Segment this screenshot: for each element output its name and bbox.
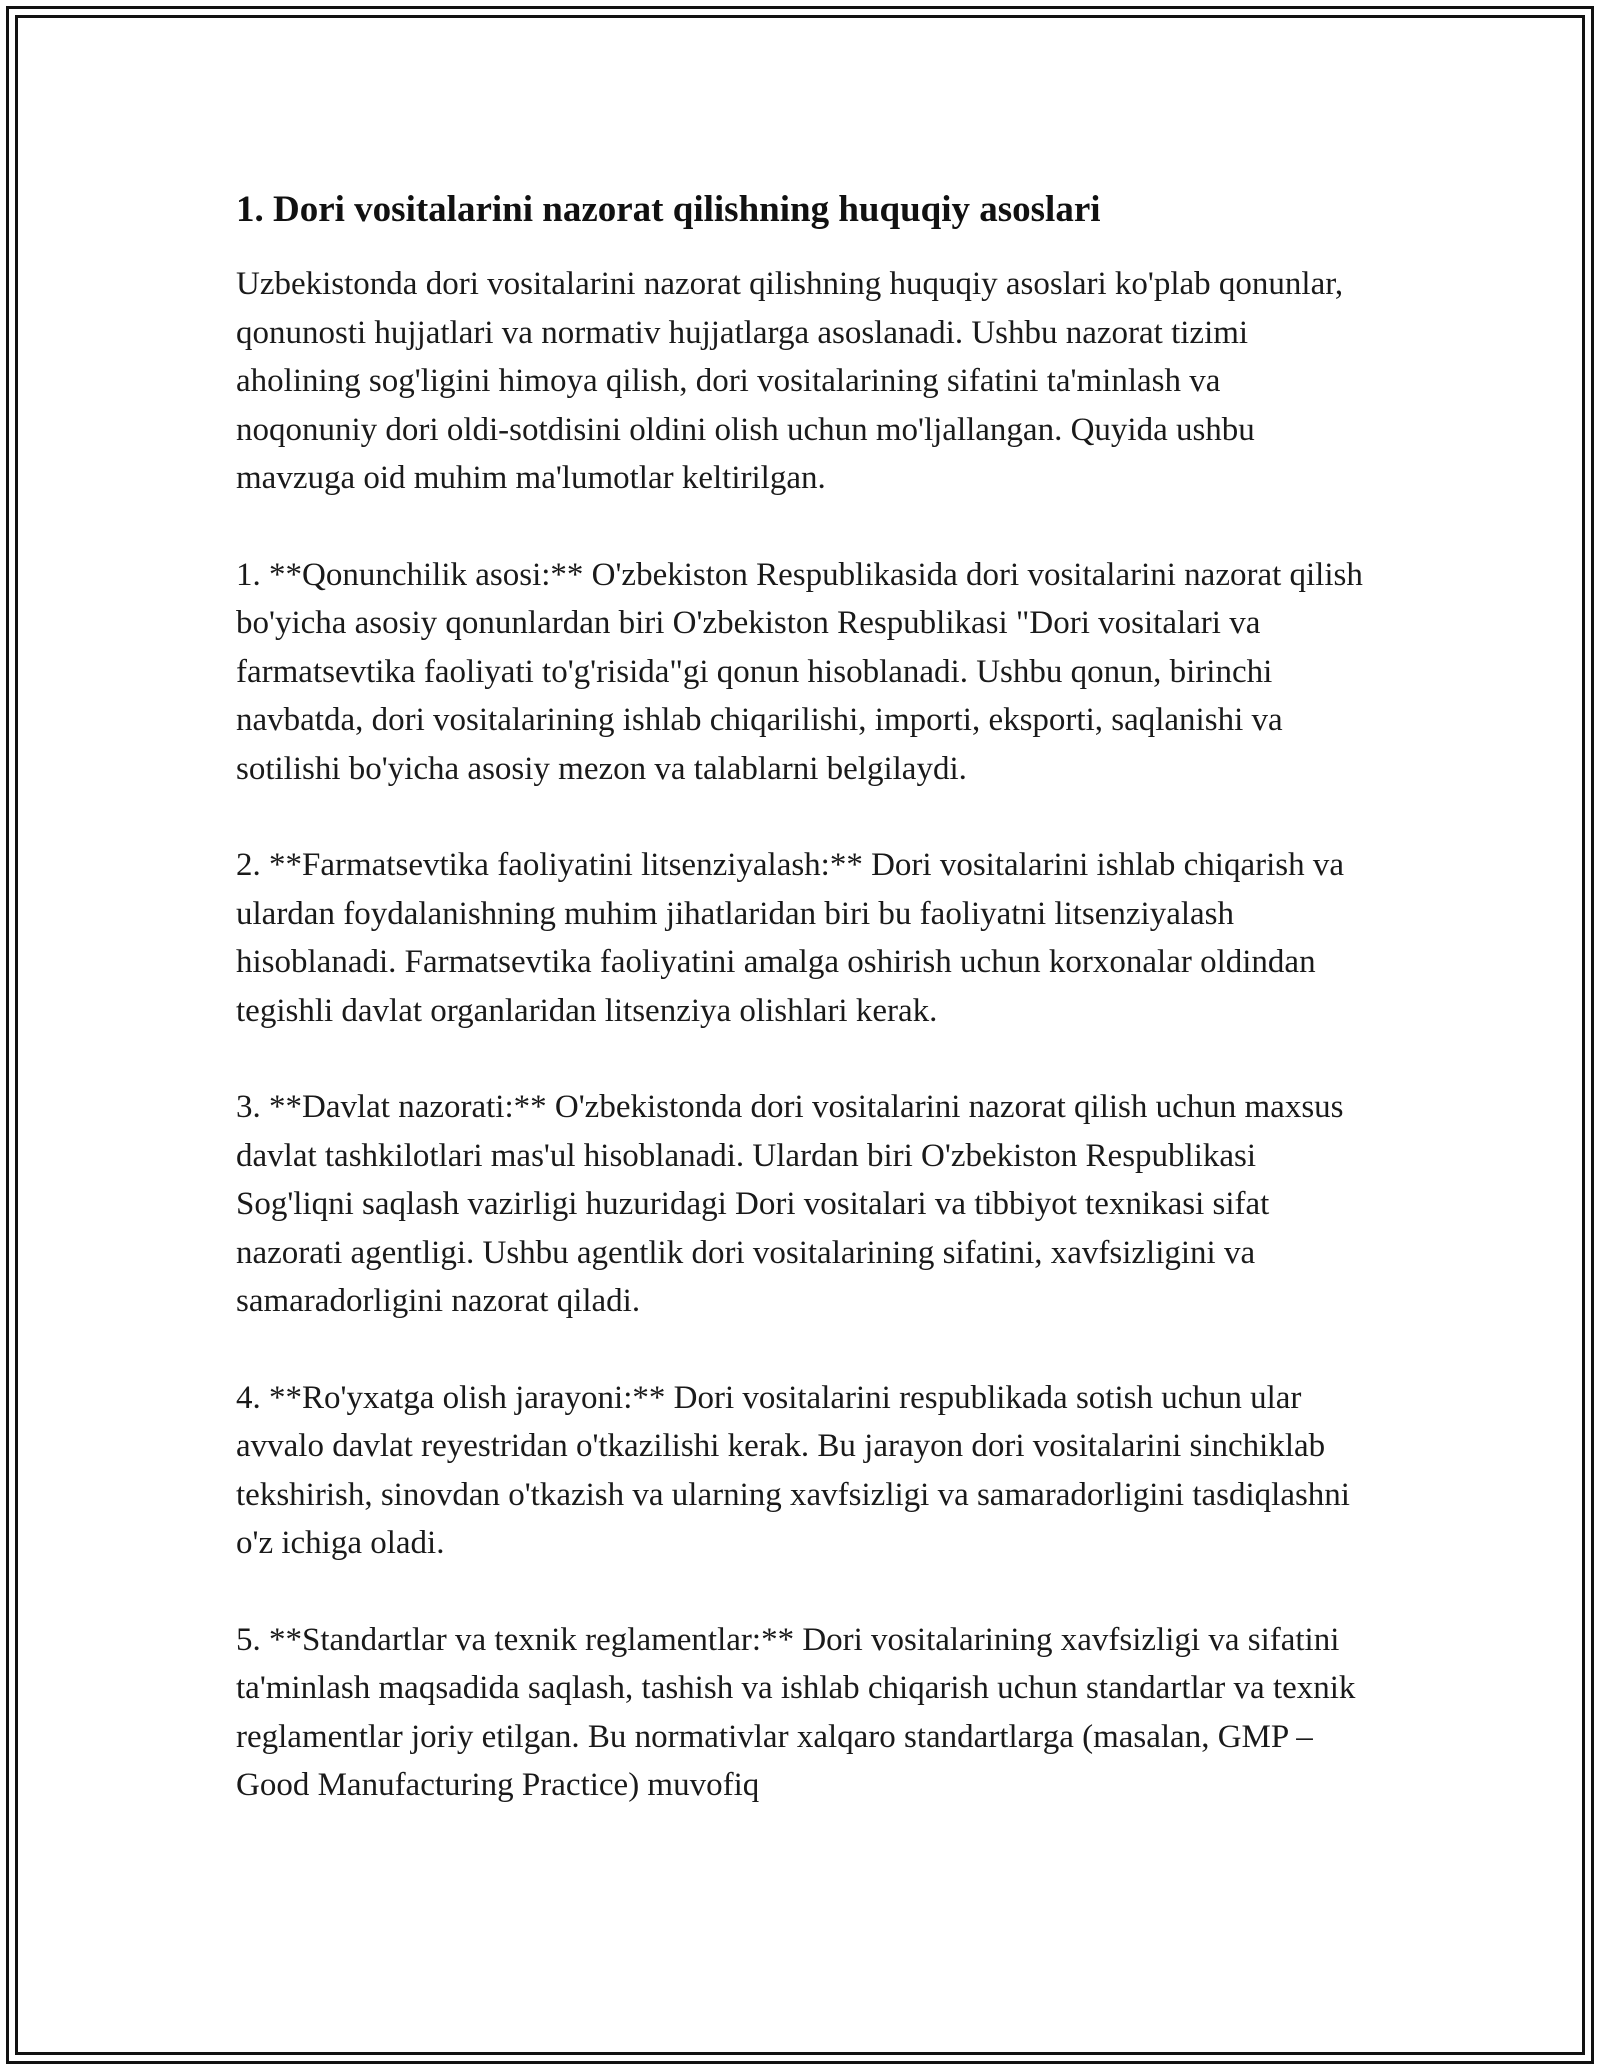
paragraph-licensing: 2. **Farmatsevtika faoliyatini litsenziyalash:** Dori vositalarini ishlab chiqarish va ulardan foydalanishning muhim jihatlaridan biri bu faoliyatni litsenziyalash hisoblanadi. Farmatsevtika faoliyatini amalga oshirish uchun korxonalar oldindan tegishli davlat organlaridan litsenziya olishlari kerak.: [236, 847, 1344, 1029]
paragraph-registration: 4. **Ro'yxatga olish jarayoni:** Dori vositalarini respublikada sotish uchun ular avvalo davlat reyestridan o'tkazilishi kerak. Bu jarayon dori vositalarini sinchiklab tekshirish, sinovdan o'tkazish va ularning xavfsizligi va samaradorligini tasdiqlashni o'z ichiga oladi.: [236, 1379, 1350, 1562]
page-title: 1. Dori vositalarini nazorat qilishning huquqiy asoslari: [236, 189, 1101, 230]
document-body: [236, 186, 1366, 1810]
paragraph-state-control: 3. **Davlat nazorati:** O'zbekistonda dori vositalarini nazorat qilish uchun maxsus davlat tashkilotlari mas'ul hisoblanadi. Ulardan biri O'zbekiston Respublikasi Sog'liqni saqlash vazirligi huzuridagi Dori vositalari va tibbiyot texnikasi sifat nazorati agentligi. Ushbu agentlik dori vositalarining sifatini, xavfsizligini va samaradorligini nazorat qiladi.: [236, 1089, 1344, 1320]
intro-paragraph: Uzbekistonda dori vositalarini nazorat qilishning huquqiy asoslari ko'plab qonunlar, qonunosti hujjatlari va normativ hujjatlarga asoslanadi. Ushbu nazorat tizimi aholining sog'ligini himoya qilish, dori vositalarining sifatini ta'minlash va noqonuniy dori oldi-sotdisini oldini olish uchun mo'ljallangan. Quyida ushbu mavzuga oid muhim ma'lumotlar keltirilgan.: [236, 266, 1344, 497]
paragraph-standards: 5. **Standartlar va texnik reglamentlar:** Dori vositalarining xavfsizligi va sifatini ta'minlash maqsadida saqlash, tashish va ishlab chiqarish uchun standartlar va texnik reglamentlar joriy etilgan. Bu normativlar xalqaro standartlarga (masalan, GMP – Good Manufacturing Practice) muvofiq: [236, 1621, 1356, 1804]
paragraph-legislative-basis: 1. **Qonunchilik asosi:** O'zbekiston Respublikasida dori vositalarini nazorat qilish bo'yicha asosiy qonunlardan biri O'zbekiston Respublikasi "Dori vositalari va farmatsevtika faoliyati to'g'risida"gi qonun hisoblanadi. Ushbu qonun, birinchi navbatda, dori vositalarining ishlab chiqarilishi, importi, eksporti, saqlanishi va sotilishi bo'yicha asosiy mezon va talablarni belgilaydi.: [236, 556, 1363, 787]
